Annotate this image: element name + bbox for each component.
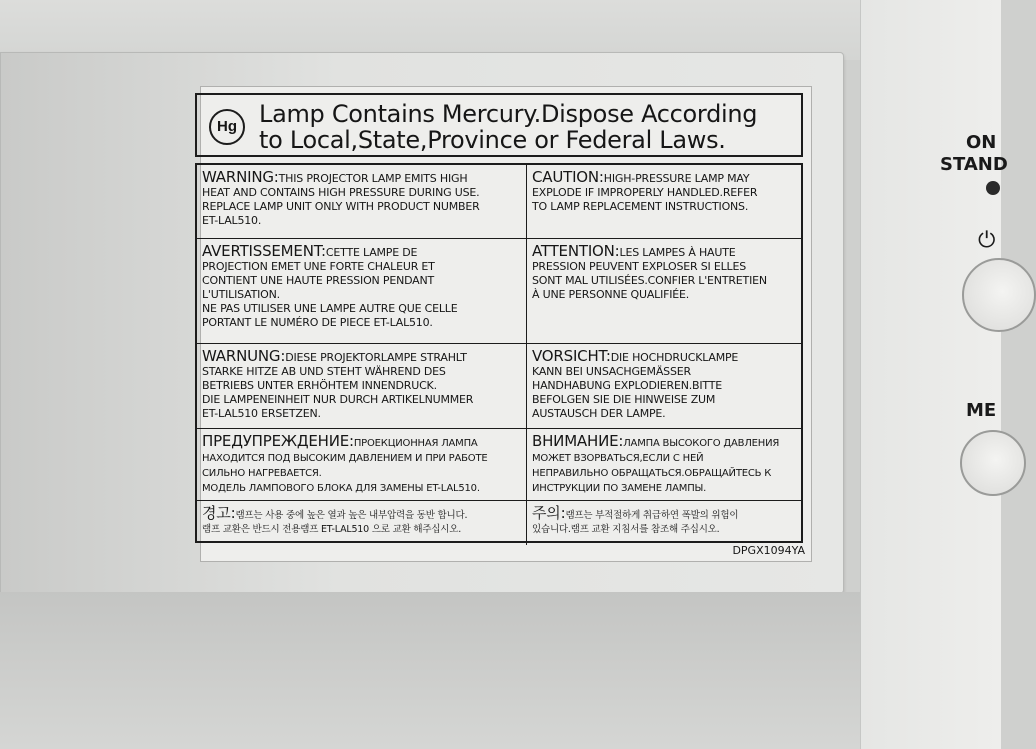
avertissement-title: AVERTISSEMENT: (202, 242, 326, 260)
warning-label (200, 86, 812, 562)
warning-cell-en (197, 165, 527, 239)
mercury-notice-text: Lamp Contains Mercury.Dispose According to Local,State,Province or Federal Laws. (259, 100, 758, 154)
power-button[interactable] (962, 258, 1036, 332)
standby-indicator-led (986, 181, 1000, 195)
mercury-notice (195, 93, 803, 157)
warning-cell-fr (197, 239, 527, 344)
korean-warning-title: 경고: (202, 504, 236, 522)
korean-caution-title: 주의: (532, 504, 566, 522)
menu-button[interactable] (960, 430, 1026, 496)
power-icon: ⏻ (978, 228, 996, 253)
device-lower-surface (0, 592, 1000, 749)
menu-label: ME (966, 400, 997, 421)
label-part-code: DPGX1094YA (732, 544, 805, 557)
warning-cell-de (197, 344, 527, 429)
caution-cell-de (527, 344, 801, 429)
vorsicht-title: VORSICHT: (532, 347, 611, 365)
caution-cell-ko (527, 501, 801, 545)
preduprezhdenie-text: ПРОЕКЦИОННАЯ ЛАМПА НАХОДИТСЯ ПОД ВЫСОКИМ ДАВЛЕНИЕМ И ПРИ РАБОТЕ СИЛЬНО НАГРЕВАЕТСЯ. МОДЕЛЬ ЛАМПОВОГО БЛОКА ДЛЯ ЗАМЕНЫ ET-LAL510. (202, 438, 488, 494)
caution-cell-ru (527, 429, 801, 501)
control-panel (860, 0, 1001, 749)
caution-cell-en (527, 165, 801, 239)
attention-text: LES LAMPES À HAUTE PRESSION PEUVENT EXPLOSER SI ELLES SONT MAL UTILISÉES.CONFIER L'ENTRETIEN À UNE PERSONNE QUALIFIÉE. (532, 246, 767, 301)
vnimanie-title: ВНИМАНИЕ: (532, 432, 624, 450)
device-top-surface (0, 0, 1000, 60)
warnung-title: WARNUNG: (202, 347, 286, 365)
caution-cell-fr (527, 239, 801, 344)
warning-cell-ko (197, 501, 527, 545)
korean-warning-text: 램프는 사용 중에 높은 열과 높은 내부압력을 동반 합니다. 램프 교환은 반드시 전용램프 ET-LAL510 으로 교환 해주십시오. (202, 510, 468, 535)
vnimanie-text: ЛАМПА ВЫСОКОГО ДАВЛЕНИЯ МОЖЕТ ВЗОРВАТЬСЯ,ЕСЛИ С НЕЙ НЕПРАВИЛЬНО ОБРАЩАТЬСЯ.ОБРАЩАЙТЕСЬ К ИНСТРУКЦИИ ПО ЗАМЕНЕ ЛАМПЫ. (532, 438, 780, 494)
warnung-text: DIESE PROJEKTORLAMPE STRAHLT STARKE HITZE AB UND STEHT WÄHREND DES BETRIEBS UNTER ERHÖHTEM INNENDRUCK. DIE LAMPENEINHEIT NUR DURCH ARTIKELNUMMER ET-LAL510 ERSETZEN. (202, 351, 474, 420)
warning-grid (195, 163, 803, 543)
mercury-hg-icon: Hg (209, 109, 245, 145)
korean-caution-text: 램프는 부적절하게 취급하연 폭발의 위험이 있습니다.램프 교환 지침서를 참조해 주십시오. (532, 510, 739, 535)
warning-text: THIS PROJECTOR LAMP EMITS HIGH HEAT AND CONTAINS HIGH PRESSURE DURING USE. REPLACE LAMP UNIT ONLY WITH PRODUCT NUMBER ET-LAL510. (202, 172, 480, 227)
caution-text: HIGH-PRESSURE LAMP MAY EXPLODE IF IMPROPERLY HANDLED.REFER TO LAMP REPLACEMENT INSTRUCTIONS. (532, 172, 758, 213)
preduprezhdenie-title: ПРЕДУПРЕЖДЕНИЕ: (202, 432, 354, 450)
standby-label: STAND (940, 154, 1008, 175)
avertissement-text: CETTE LAMPE DE PROJECTION EMET UNE FORTE CHALEUR ET CONTIENT UNE HAUTE PRESSION PENDANT L'UTILISATION. NE PAS UTILISER UNE LAMPE AUTRE QUE CELLE PORTANT LE NUMÉRO DE PIECE ET-LAL510. (202, 246, 458, 329)
warning-cell-ru (197, 429, 527, 501)
attention-title: ATTENTION: (532, 242, 620, 260)
vorsicht-text: DIE HOCHDRUCKLAMPE KANN BEI UNSACHGEMÄSSER HANDHABUNG EXPLODIEREN.BITTE BEFOLGEN SIE DIE HINWEISE ZUM AUSTAUSCH DER LAMPE. (532, 351, 739, 420)
caution-title: CAUTION: (532, 168, 604, 186)
warning-title: WARNING: (202, 168, 279, 186)
on-label: ON (966, 132, 997, 153)
